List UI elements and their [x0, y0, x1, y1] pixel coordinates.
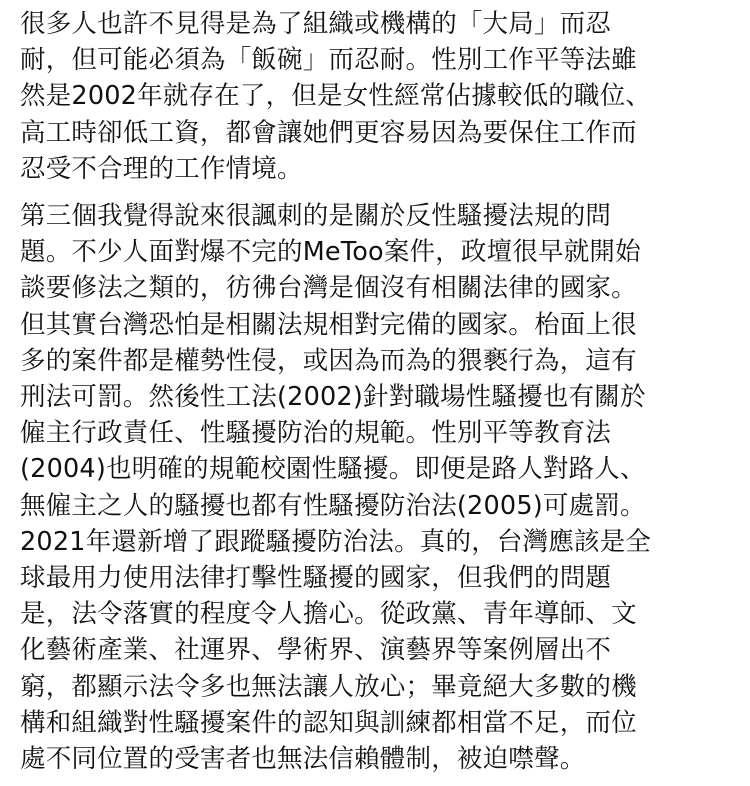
text-line: 談要修法之類的，彷彿台灣是個沒有相關法律的國家。 [20, 273, 637, 304]
text-line: 2021年還新增了跟蹤騷擾防治法。真的，台灣應該是全 [20, 526, 652, 557]
text-line: 耐，但可能必須為「飯碗」而忍耐。性別工作平等法雖 [20, 45, 637, 76]
text-line: (2004)也明確的規範校園性騷擾。即便是路人對路人、 [20, 454, 646, 485]
text-line: 化藝術產業、社運界、學術界、演藝界等案例層出不 [20, 635, 612, 666]
text-line: 忍受不合理的工作情境。 [20, 153, 303, 184]
text-line: 無僱主之人的騷擾也都有性騷擾防治法(2005)可處罰。 [20, 490, 646, 521]
paragraph-1 [20, 6, 722, 187]
text-line: 然是2002年就存在了，但是女性經常佔據較低的職位、 [20, 81, 652, 112]
text-line: 是，法令落實的程度令人擔心。從政黨、青年導師、文 [20, 599, 637, 630]
text-line: 多的案件都是權勢性侵，或因為而為的猥褻行為，這有 [20, 345, 637, 376]
text-line: 構和組織對性騷擾案件的認知與訓練都相當不足，而位 [20, 707, 637, 738]
text-line: 處不同位置的受害者也無法信賴體制，被迫噤聲。 [20, 744, 586, 775]
text-line: 但其實台灣恐怕是相關法規相對完備的國家。枱面上很 [20, 309, 637, 340]
text-line: 球最用力使用法律打擊性騷擾的國家，但我們的問題 [20, 563, 612, 594]
text-line: 僱主行政責任、性騷擾防治的規範。性別平等教育法 [20, 418, 612, 449]
text-line: 窮，都顯示法令多也無法讓人放心；畢竟絕大多數的機 [20, 671, 637, 702]
text-line: 高工時卻低工資，都會讓她們更容易因為要保住工作而 [20, 117, 637, 148]
text-line: 題。不少人面對爆不完的MeToo案件，政壇很早就開始 [20, 237, 641, 268]
text-line: 刑法可罰。然後性工法(2002)針對職場性騷擾也有關於 [20, 382, 646, 413]
text-line: 第三個我覺得說來很諷刺的是關於反性騷擾法規的問 [20, 201, 612, 232]
text-line: 很多人也許不見得是為了組織或機構的「大局」而忍 [20, 9, 612, 39]
paragraph-2 [20, 198, 722, 777]
